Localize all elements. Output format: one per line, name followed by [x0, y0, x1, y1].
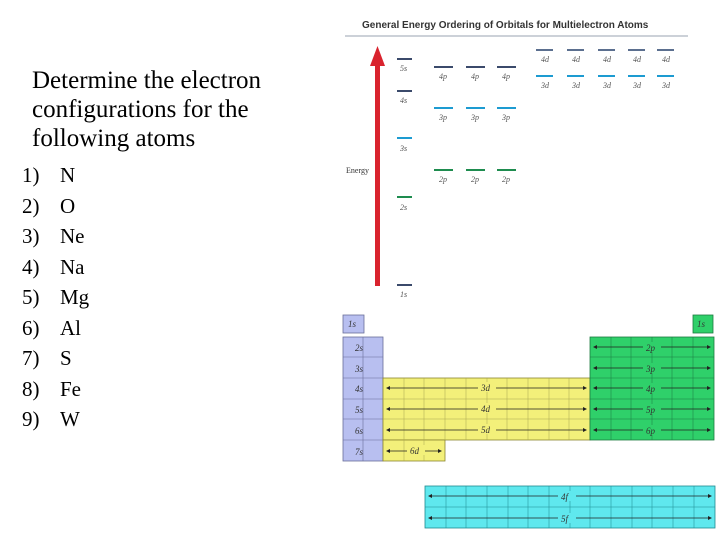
label-4d: 4d — [572, 55, 580, 64]
atom-symbol: Ne — [60, 224, 85, 248]
item-number: 9) — [22, 407, 40, 431]
label-4f-block: 4f — [561, 492, 569, 502]
label-he-block: 1s — [697, 319, 706, 329]
label-3s: 3s — [400, 144, 408, 153]
label-4d: 4d — [662, 55, 670, 64]
item-number: 8) — [22, 376, 40, 401]
label-3s-block: 3s — [355, 364, 364, 374]
atom-symbol: N — [60, 163, 76, 187]
label-6s-block: 6s — [355, 426, 364, 436]
label-4d: 4d — [541, 55, 549, 64]
label-3d: 3d — [633, 81, 641, 90]
label-5s-block: 5s — [355, 405, 364, 415]
label-2s: 2s — [400, 203, 408, 212]
label-4d: 4d — [603, 55, 611, 64]
question-prompt: Determine the electron configurations for the following atoms — [32, 67, 262, 152]
label-2p-block: 2p — [646, 343, 655, 353]
label-1s-block: 1s — [348, 319, 357, 329]
energy-label: Energy — [346, 166, 369, 175]
atom-symbol: Na — [60, 254, 85, 279]
label-4s: 4s — [400, 96, 408, 105]
label-4d-block: 4d — [481, 404, 490, 414]
label-3d: 3d — [541, 81, 549, 90]
label-2p: 2p — [439, 175, 447, 184]
label-3d: 3d — [603, 81, 611, 90]
label-4p: 4p — [439, 72, 447, 81]
label-4p: 4p — [502, 72, 510, 81]
label-3d: 3d — [662, 81, 670, 90]
item-number: 7) — [22, 346, 40, 370]
label-1s: 1s — [400, 290, 408, 299]
item-number: 5) — [22, 285, 40, 309]
label-2p: 2p — [502, 175, 510, 184]
label-3d-block: 3d — [481, 383, 490, 393]
label-5p-block: 5p — [646, 405, 655, 415]
energy-arrow-shaft — [375, 64, 380, 286]
item-number: 1) — [22, 163, 40, 187]
label-5f-block: 5f — [561, 514, 569, 524]
label-6d-block: 6d — [410, 446, 419, 456]
label-5s: 5s — [400, 64, 408, 73]
atom-symbol: Mg — [60, 285, 90, 309]
item-number: 3) — [22, 224, 40, 248]
label-4s-block: 4s — [355, 384, 364, 394]
atom-symbol: Fe — [60, 376, 81, 401]
label-3p-block: 3p — [646, 364, 655, 374]
diagram-title: General Energy Ordering of Orbitals for Multielectron Atoms — [362, 20, 649, 31]
label-6p-block: 6p — [646, 426, 655, 436]
atom-symbol: W — [60, 407, 80, 431]
label-3d: 3d — [572, 81, 580, 90]
label-4d: 4d — [633, 55, 641, 64]
label-4p-block: 4p — [646, 384, 655, 394]
energy-arrow-head — [370, 46, 385, 66]
periodic-block-diagram — [343, 315, 715, 528]
item-number: 4) — [22, 254, 40, 279]
label-7s-block: 7s — [355, 447, 364, 457]
item-number: 6) — [22, 315, 40, 340]
label-3p: 3p — [439, 113, 447, 122]
atom-symbol: S — [60, 346, 72, 370]
label-2s-block: 2s — [355, 343, 364, 353]
item-number: 2) — [22, 193, 40, 218]
label-3p: 3p — [502, 113, 510, 122]
label-2p: 2p — [471, 175, 479, 184]
label-5d-block: 5d — [481, 425, 490, 435]
label-3p: 3p — [471, 113, 479, 122]
atom-symbol: Al — [60, 315, 81, 340]
label-4p: 4p — [471, 72, 479, 81]
atom-symbol: O — [60, 193, 76, 218]
energy-diagram — [345, 20, 688, 299]
